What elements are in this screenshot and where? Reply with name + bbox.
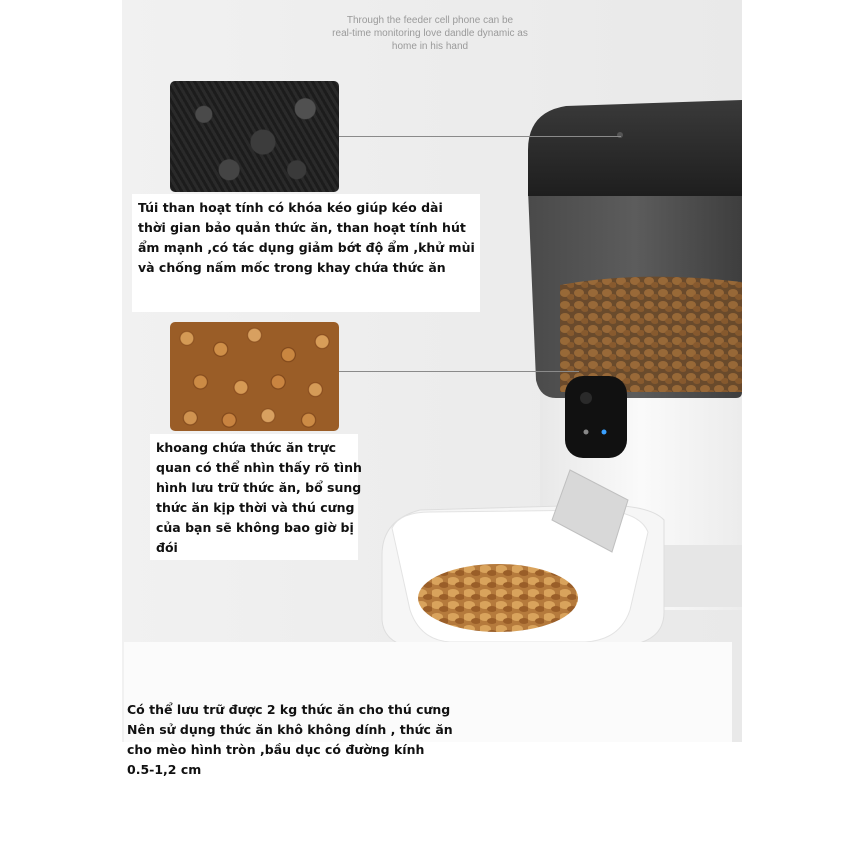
callout-line: hình lưu trữ thức ăn, bổ sung [156, 480, 362, 495]
caption-line: Through the feeder cell phone can be [346, 15, 514, 26]
callout-capacity [124, 642, 732, 777]
caption-line: home in his hand [391, 41, 469, 52]
callout-line: quan có thể nhìn thấy rõ tình [156, 460, 362, 475]
caption-line: real-time monitoring love dandle dynamic as [332, 28, 528, 39]
callout-line: Có thể lưu trữ được 2 kg thức ăn cho thú cưng [127, 702, 451, 717]
callout-charcoal [132, 194, 480, 312]
callout-line: thời gian bảo quản thức ăn, than hoạt tính hút [138, 220, 466, 235]
callout-line: khoang chứa thức ăn trực [156, 440, 337, 455]
callout-line: cho mèo hình tròn ,bầu dục có đường kính [127, 742, 425, 757]
charcoal-bag-photo [170, 81, 339, 192]
callout-line: 0.5-1,2 cm [127, 762, 202, 777]
callout-line: và chống nấm mốc trong khay chứa thức ăn [138, 260, 446, 275]
kibble-photo [170, 322, 339, 431]
callout-line: thức ăn kịp thời và thú cưng [156, 500, 355, 515]
callout-leader-line [339, 371, 579, 372]
callout-line: Túi than hoạt tính có khóa kéo giúp kéo dài [138, 200, 443, 215]
callout-line: đói [156, 540, 178, 555]
header-caption [300, 14, 560, 53]
callout-line: Nên sử dụng thức ăn khô không dính , thức ăn [127, 722, 453, 737]
callout-line: ẩm mạnh ,có tác dụng giảm bớt độ ẩm ,khử mùi [138, 240, 475, 255]
callout-line: của bạn sẽ không bao giờ bị [156, 520, 354, 535]
callout-leader-line [339, 136, 621, 137]
callout-food-chamber [150, 434, 362, 560]
